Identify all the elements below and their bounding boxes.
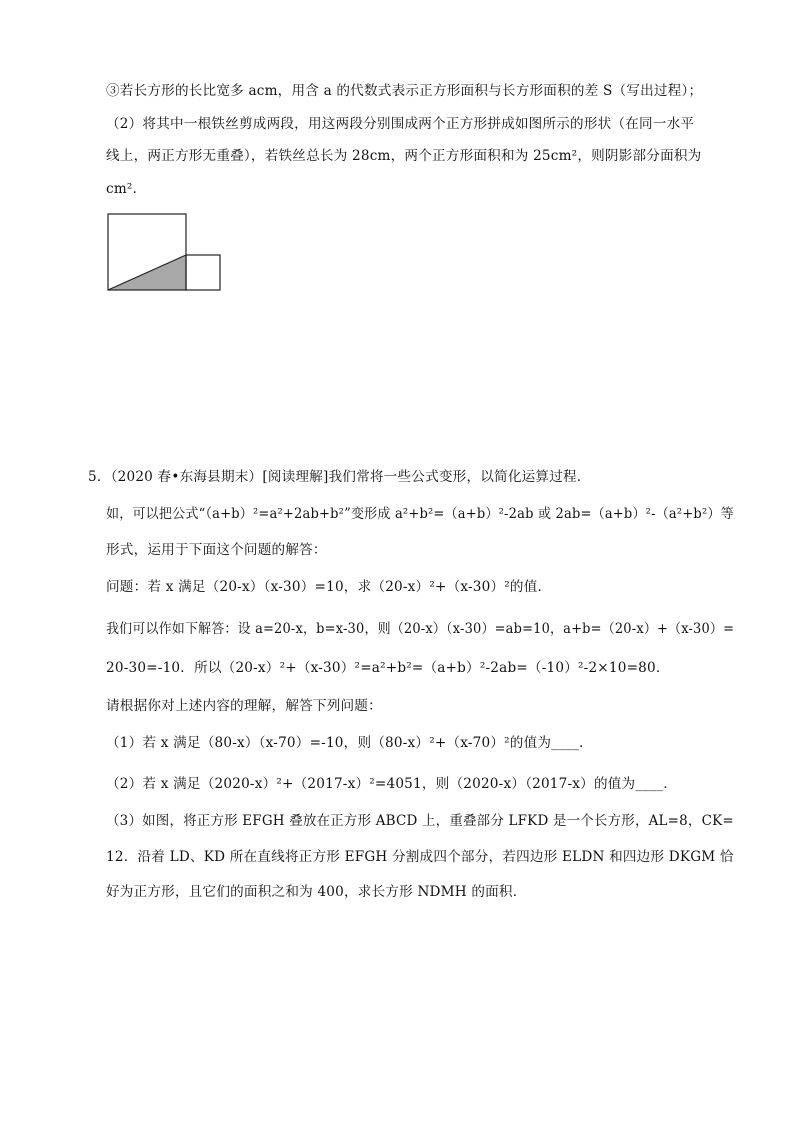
q5-subquestion-3-line1: （3）如图，将正方形 EFGH 叠放在正方形 ABCD 上，重叠部分 LFKD 是一个长方形，AL=8，CK=	[106, 813, 734, 829]
q5-instruction: 请根据你对上述内容的理解，解答下列问题：	[106, 698, 382, 714]
q5-solution-line2: 20-30=-10．所以（20-x）²+（x-30）²=a²+b²=（a+b）²-2ab=（-10）²-2×10=80．	[106, 660, 670, 676]
small-square	[186, 255, 220, 290]
q4-part2-line2: 线上，两正方形无重叠），若铁丝总长为 28cm，两个正方形面积和为 25cm²，则阴影部分面积为	[106, 148, 702, 164]
q5-problem: 问题：若 x 满足（20-x）（x-30）=10，求（20-x）²+（x-30）²的值．	[106, 579, 552, 595]
q5-para1-line2: 形式，运用于下面这个问题的解答：	[106, 542, 327, 558]
q5-subquestion-1: （1）若 x 满足（80-x）（x-70）=-10，则（80-x）²+（x-70）²的值为____．	[106, 735, 593, 751]
q5-para1-line1: 如，可以把公式“（a+b）²=a²+2ab+b²”变形成 a²+b²=（a+b）²-2ab 或 2ab=（a+b）²-（a²+b²）等	[106, 506, 734, 522]
q5-solution-line1: 我们可以作如下解答：设 a=20-x，b=x-30，则（20-x）（x-30）=ab=10，a+b=（20-x）+（x-30）=	[106, 621, 735, 637]
q5-subquestion-3-line3: 好为正方形，且它们的面积之和为 400，求长方形 NDMH 的面积．	[106, 884, 527, 900]
q5-subquestion-2: （2）若 x 满足（2020-x）²+（2017-x）²=4051，则（2020-x）（2017-x）的值为____．	[106, 776, 678, 792]
q4-part3-text: ③若长方形的长比宽多 acm，用含 a 的代数式表示正方形面积与长方形面积的差 S（写出过程）；	[106, 83, 703, 99]
q4-part2-line3: cm².	[106, 181, 138, 197]
q4-part2-line1: （2）将其中一根铁丝剪成两段，用这两段分别围成两个正方形拼成如图所示的形状（在同一水平	[106, 116, 695, 132]
q5-subquestion-3-line2: 12．沿着 LD、KD 所在直线将正方形 EFGH 分割成四个部分，若四边形 ELDN 和四边形 DKGM 恰	[106, 849, 734, 865]
two-squares-figure	[106, 210, 226, 296]
q5-title: 5．（2020 春•东海县期末）[阅读理解]我们常将一些公式变形，以简化运算过程．	[88, 469, 591, 485]
